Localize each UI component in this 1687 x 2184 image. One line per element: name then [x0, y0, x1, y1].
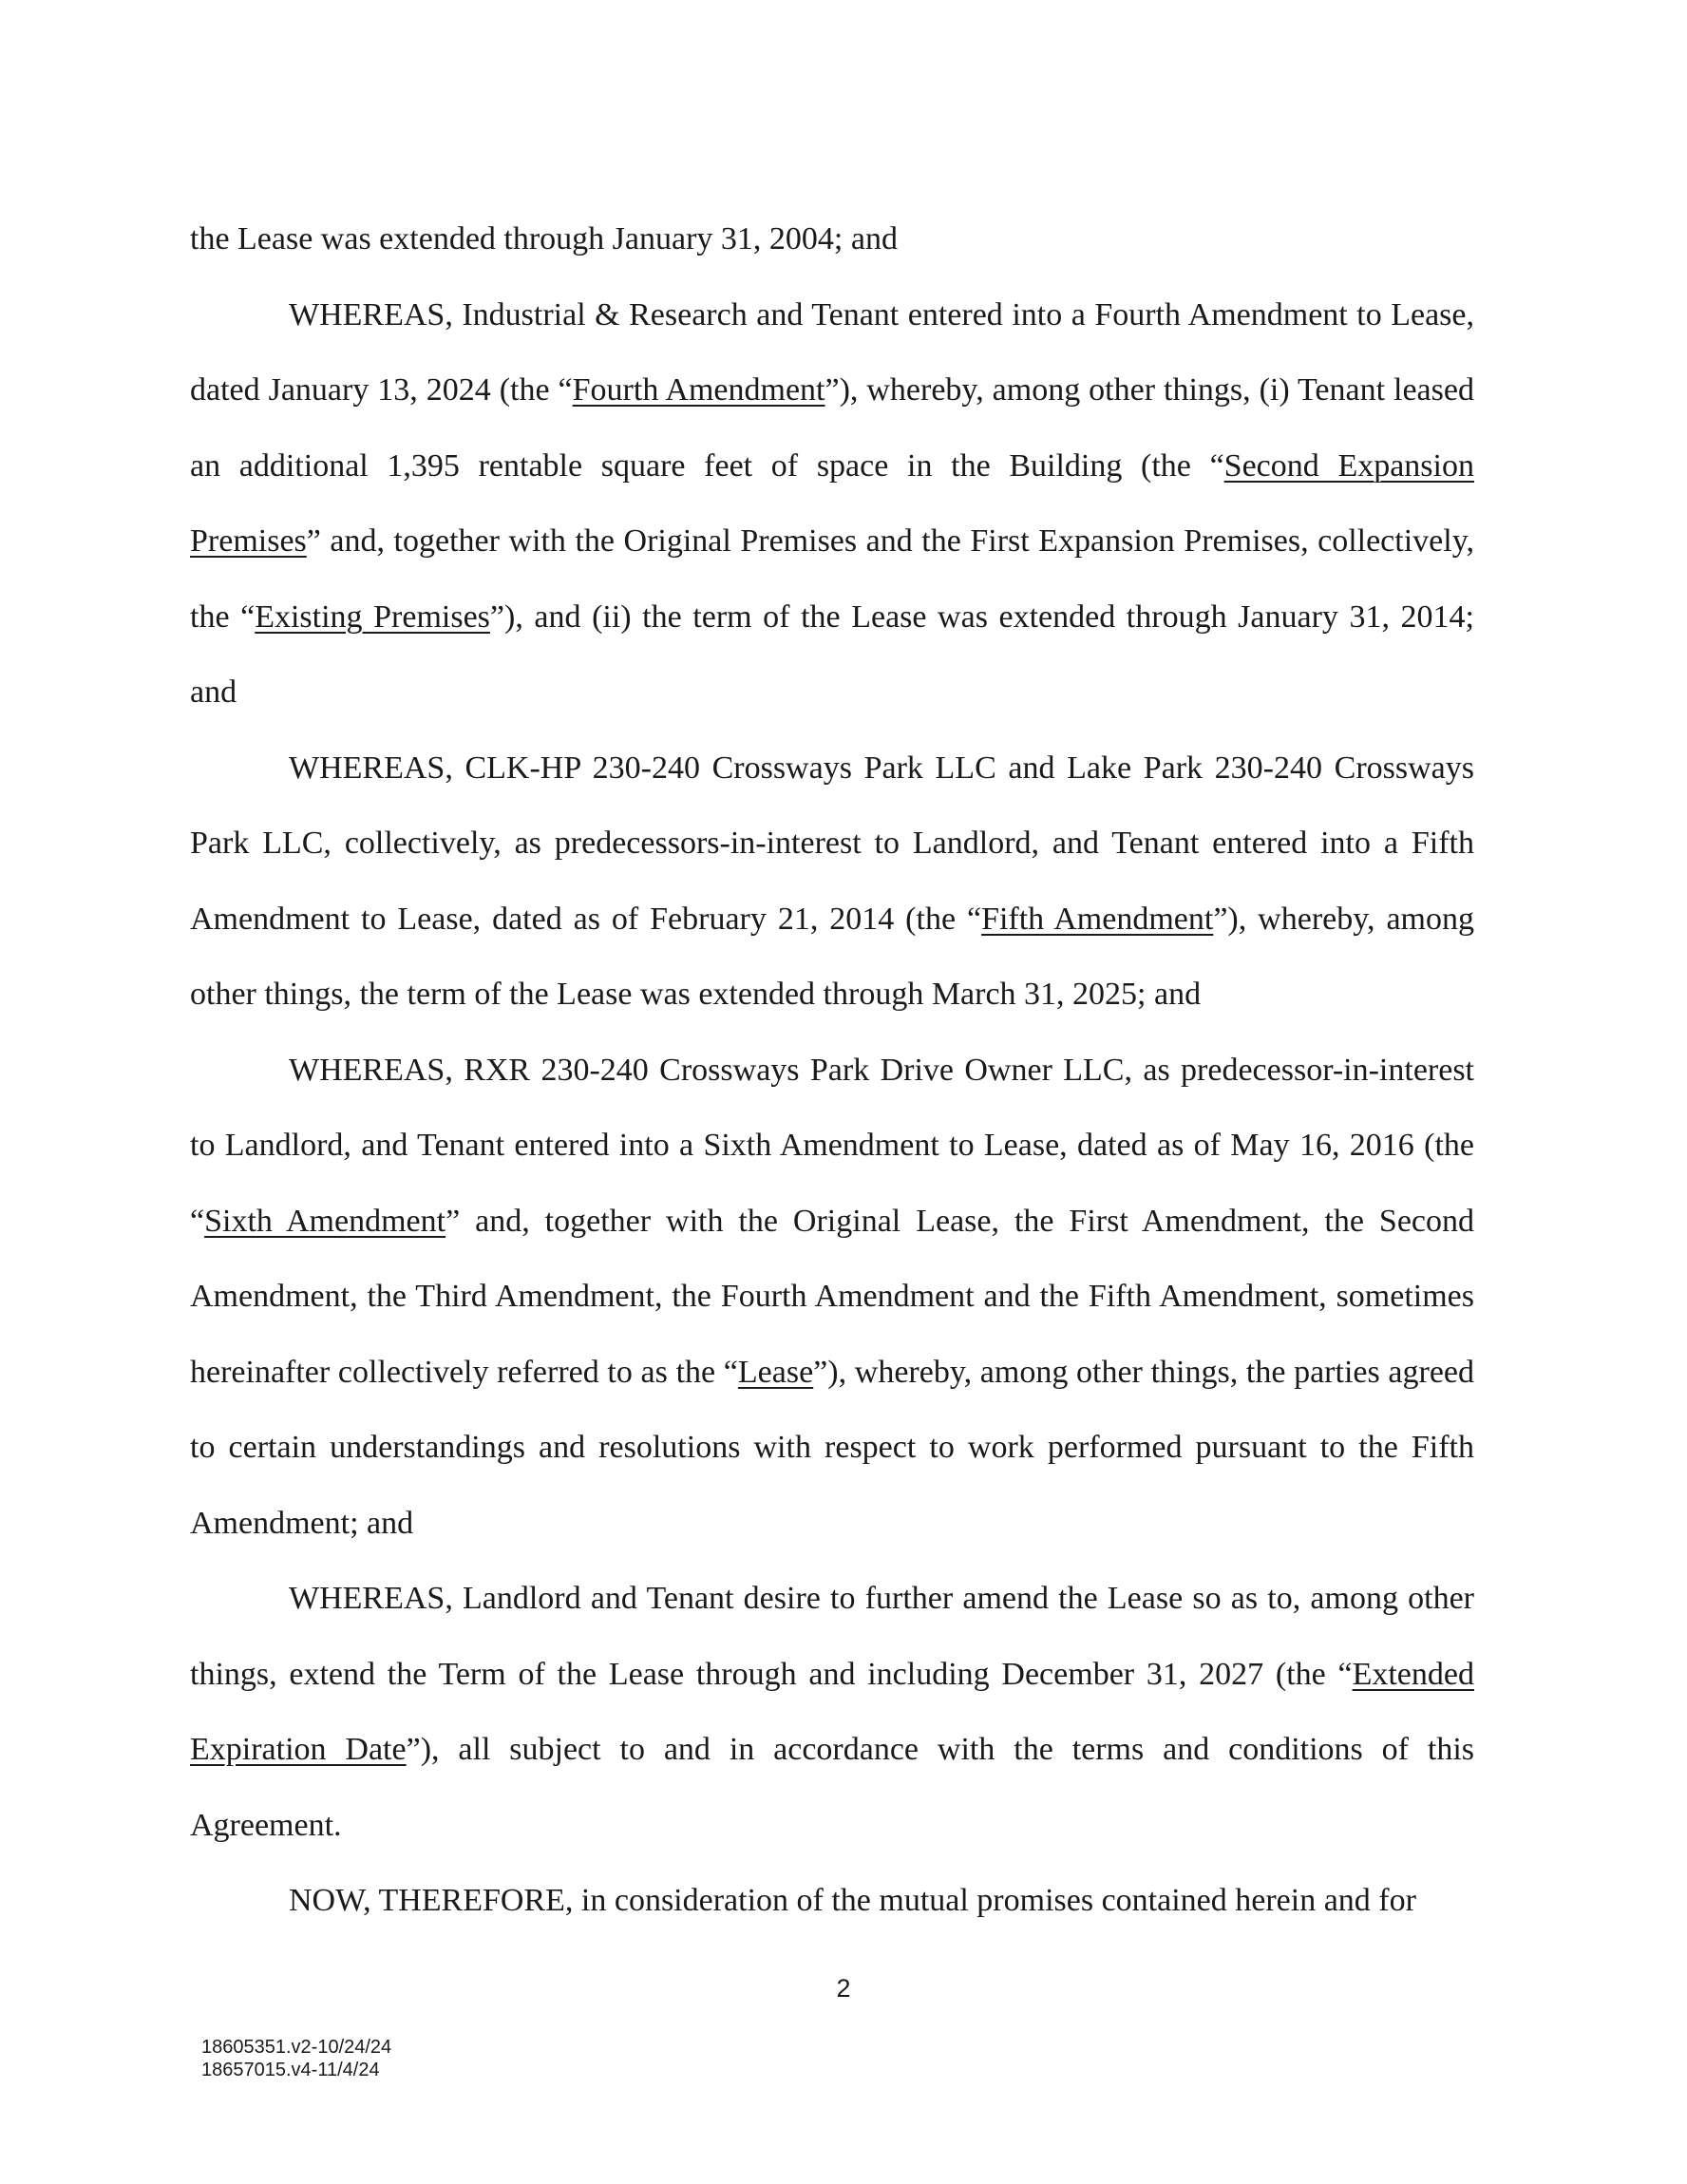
- paragraph-1: [190, 201, 1474, 277]
- paragraph-text: WHEREAS, RXR 230-240 Crossways Park Drive Owner LLC, as predecessor-in-interest to Landlord, and Tenant entered into a Sixth Amendment to Lease, dated as of May 16, 2016 (the “: [190, 1052, 1474, 1239]
- paragraph-text: ”), whereby, among other things, (i) Tenant leased an additional 1,395 rentable square feet of space in the Building (the “: [190, 372, 1474, 484]
- document-id-stamp: [201, 2036, 391, 2081]
- defined-term-existing-premises: Existing Premises: [255, 598, 490, 635]
- paragraph-text: WHEREAS, CLK-HP 230-240 Crossways Park LLC and Lake Park 230-240 Crossways Park LLC, collectively, as predecessors-in-interest to Landlord, and Tenant entered into a Fifth Amendment to Lease, dated as of February 21, 2014 (the “: [190, 750, 1474, 937]
- paragraph-sixth-amendment: [190, 1033, 1474, 1562]
- defined-term-second-expansion-premises: Second Expansion Premises: [190, 447, 1474, 559]
- paragraph-fourth-amendment: [190, 277, 1474, 731]
- page-number: 2: [836, 1974, 851, 2003]
- paragraph-text: NOW, THEREFORE, in consideration of the mutual promises contained herein and for: [289, 1883, 1416, 1918]
- defined-term-sixth-amendment: Sixth Amendment: [204, 1203, 446, 1239]
- paragraph-text: the Lease was extended through January 31, 2004; and: [190, 221, 898, 256]
- paragraph-now-therefore: [190, 1863, 1474, 1939]
- document-body: [190, 201, 1474, 1939]
- paragraph-text: WHEREAS, Landlord and Tenant desire to further amend the Lease so as to, among other things, extend the Term of the Lease through and including December 31, 2027 (the “: [190, 1581, 1474, 1692]
- paragraph-text: ”), whereby, among other things, the parties agreed to certain understandings and resolutions with respect to work performed pursuant to the Fifth Amendment; and: [190, 1354, 1475, 1541]
- paragraph-text: ”), whereby, among other things, the term of the Lease was extended through March 31, 2025; and: [190, 901, 1474, 1012]
- document-id-line: 18605351.v2-10/24/24: [201, 2037, 392, 2058]
- paragraph-extended-term: [190, 1561, 1474, 1863]
- document-id-line: 18657015.v4-11/4/24: [201, 2060, 380, 2080]
- defined-term-lease: Lease: [737, 1354, 814, 1390]
- paragraph-text: ” and, together with the Original Lease, the First Amendment, the Second Amendment, the Third Amendment, the Fourth Amendment and the Fifth Amendment, sometimes hereinafter collectively referred to as the “: [190, 1203, 1475, 1390]
- defined-term-fifth-amendment: Fifth Amendment: [981, 901, 1214, 937]
- paragraph-text: ” and, together with the Original Premises and the First Expansion Premises, collectively, the “: [190, 523, 1474, 635]
- defined-term-extended-expiration-date: Extended Expiration Date: [190, 1656, 1474, 1767]
- paragraph-text: WHEREAS, Industrial & Research and Tenant entered into a Fourth Amendment to Lease, dated January 13, 2024 (the “: [190, 296, 1474, 408]
- paragraph-text: ”), all subject to and in accordance with the terms and conditions of this Agreement.: [190, 1732, 1475, 1843]
- paragraph-fifth-amendment: [190, 731, 1474, 1033]
- defined-term-fourth-amendment: Fourth Amendment: [572, 372, 825, 408]
- paragraph-text: ”), and (ii) the term of the Lease was extended through January 31, 2014; and: [190, 598, 1474, 710]
